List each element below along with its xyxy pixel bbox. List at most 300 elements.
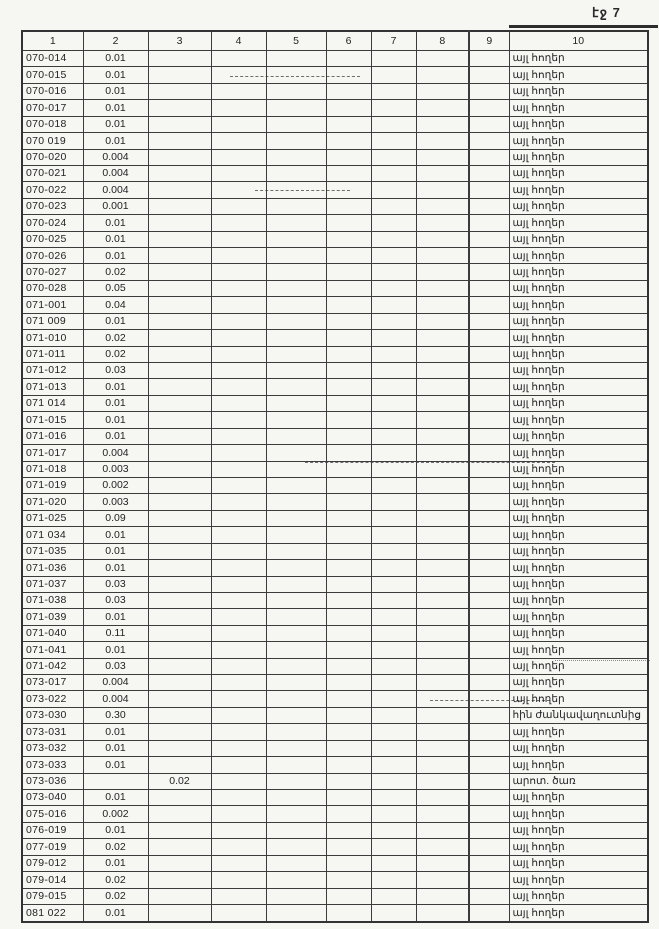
cell-area-value — [266, 609, 326, 625]
cell-area-value: 0.01 — [83, 904, 148, 922]
cell-parcel-code: 070-018 — [22, 116, 83, 132]
cell-area-value — [266, 461, 326, 477]
cell-area-value — [469, 461, 509, 477]
cell-area-value — [326, 51, 371, 67]
cell-area-value — [266, 592, 326, 608]
cell-land-type-label: այլ հողեր — [509, 165, 648, 181]
cell-area-value — [371, 231, 416, 247]
cell-parcel-code: 071-036 — [22, 560, 83, 576]
cell-area-value — [211, 133, 266, 149]
cell-land-type-label: այլ հողեր — [509, 839, 648, 855]
cell-area-value — [416, 773, 469, 789]
cell-land-type-label: այլ հողեր — [509, 346, 648, 362]
table-row — [22, 691, 648, 707]
cell-area-value — [371, 592, 416, 608]
cell-area-value — [148, 297, 211, 313]
cell-area-value — [416, 592, 469, 608]
cell-parcel-code: 071-013 — [22, 379, 83, 395]
cell-area-value — [211, 609, 266, 625]
cell-area-value — [469, 395, 509, 411]
cell-area-value — [266, 395, 326, 411]
cell-area-value — [416, 477, 469, 493]
cell-area-value — [469, 346, 509, 362]
cell-area-value — [469, 658, 509, 674]
cell-area-value — [266, 215, 326, 231]
cell-land-type-label: արոտ. ծառ — [509, 773, 648, 789]
cell-area-value — [148, 231, 211, 247]
cell-area-value — [326, 379, 371, 395]
cell-area-value — [148, 280, 211, 296]
table-row — [22, 773, 648, 789]
column-header: 2 — [83, 31, 148, 51]
cell-area-value — [469, 51, 509, 67]
cell-parcel-code: 071 034 — [22, 527, 83, 543]
cell-area-value — [326, 658, 371, 674]
cell-area-value — [211, 560, 266, 576]
cell-area-value — [326, 494, 371, 510]
cell-area-value — [326, 609, 371, 625]
cell-area-value — [416, 707, 469, 723]
cell-land-type-label: այլ հողեր — [509, 83, 648, 99]
cell-area-value — [266, 658, 326, 674]
cell-land-type-label: այլ հողեր — [509, 67, 648, 83]
cell-area-value — [148, 67, 211, 83]
cell-area-value — [266, 445, 326, 461]
cell-area-value — [266, 182, 326, 198]
cell-parcel-code: 070-015 — [22, 67, 83, 83]
table-row — [22, 625, 648, 641]
cell-area-value — [416, 149, 469, 165]
cell-area-value — [211, 872, 266, 888]
cell-area-value: 0.01 — [83, 51, 148, 67]
cell-area-value — [371, 724, 416, 740]
cell-area-value — [371, 872, 416, 888]
cell-area-value — [326, 248, 371, 264]
cell-area-value — [416, 297, 469, 313]
cell-parcel-code: 075-016 — [22, 806, 83, 822]
cell-area-value — [266, 757, 326, 773]
cell-area-value — [266, 100, 326, 116]
cell-land-type-label: այլ հողեր — [509, 560, 648, 576]
cell-area-value — [266, 330, 326, 346]
cell-area-value — [148, 133, 211, 149]
cell-area-value — [469, 297, 509, 313]
cell-area-value — [469, 445, 509, 461]
cell-area-value — [326, 83, 371, 99]
cell-area-value — [371, 839, 416, 855]
cell-area-value — [266, 789, 326, 805]
cell-area-value — [148, 116, 211, 132]
cell-area-value — [211, 330, 266, 346]
cell-area-value — [266, 740, 326, 756]
cell-area-value — [326, 576, 371, 592]
cell-area-value — [211, 806, 266, 822]
cell-area-value — [371, 412, 416, 428]
cell-area-value: 0.01 — [83, 248, 148, 264]
cell-area-value — [371, 461, 416, 477]
table-row — [22, 888, 648, 904]
cell-area-value — [148, 740, 211, 756]
cell-area-value — [211, 855, 266, 871]
cell-land-type-label: այլ հողեր — [509, 395, 648, 411]
cell-land-type-label: այլ հողեր — [509, 149, 648, 165]
table-row — [22, 658, 648, 674]
cell-area-value: 0.01 — [83, 67, 148, 83]
cell-area-value — [266, 428, 326, 444]
cell-area-value — [469, 888, 509, 904]
table-row — [22, 510, 648, 526]
cell-area-value — [326, 707, 371, 723]
table-row — [22, 543, 648, 559]
cell-parcel-code: 070-022 — [22, 182, 83, 198]
cell-land-type-label: այլ հողեր — [509, 576, 648, 592]
cell-area-value — [469, 379, 509, 395]
cell-parcel-code: 077-019 — [22, 839, 83, 855]
cell-area-value — [148, 363, 211, 379]
cell-area-value — [83, 773, 148, 789]
cell-area-value — [469, 691, 509, 707]
cell-area-value — [326, 412, 371, 428]
cell-area-value — [211, 576, 266, 592]
cell-area-value — [148, 642, 211, 658]
cell-area-value — [416, 379, 469, 395]
cell-area-value — [266, 855, 326, 871]
cell-area-value — [148, 83, 211, 99]
cell-land-type-label: այլ հողեր — [509, 888, 648, 904]
cell-area-value: 0.001 — [83, 198, 148, 214]
cell-area-value — [416, 675, 469, 691]
cell-area-value — [469, 724, 509, 740]
cell-parcel-code: 071-040 — [22, 625, 83, 641]
cell-area-value — [326, 165, 371, 181]
table-row — [22, 740, 648, 756]
cell-area-value — [326, 116, 371, 132]
cell-area-value — [326, 346, 371, 362]
cell-area-value — [326, 904, 371, 922]
cell-area-value — [148, 313, 211, 329]
table-row — [22, 330, 648, 346]
cell-area-value — [469, 83, 509, 99]
table-row — [22, 116, 648, 132]
cell-area-value — [371, 133, 416, 149]
cell-area-value — [266, 675, 326, 691]
cell-area-value — [326, 872, 371, 888]
cell-land-type-label: այլ հողեր — [509, 330, 648, 346]
cell-area-value — [266, 363, 326, 379]
cell-area-value: 0.02 — [83, 330, 148, 346]
cell-land-type-label: այլ հողեր — [509, 789, 648, 805]
cell-area-value — [148, 412, 211, 428]
cell-area-value — [148, 675, 211, 691]
table-row — [22, 592, 648, 608]
cell-area-value — [148, 888, 211, 904]
cell-area-value — [326, 740, 371, 756]
cell-area-value — [326, 855, 371, 871]
cell-area-value: 0.01 — [83, 543, 148, 559]
cell-area-value — [371, 691, 416, 707]
cell-area-value: 0.01 — [83, 116, 148, 132]
cell-area-value — [416, 609, 469, 625]
cell-area-value — [148, 198, 211, 214]
cell-area-value — [148, 182, 211, 198]
cell-area-value — [266, 280, 326, 296]
cell-land-type-label: այլ հողեր — [509, 231, 648, 247]
cell-area-value — [371, 330, 416, 346]
table-row — [22, 198, 648, 214]
cell-land-type-label: այլ հողեր — [509, 363, 648, 379]
cell-area-value — [266, 51, 326, 67]
cell-area-value — [211, 642, 266, 658]
cell-area-value — [266, 346, 326, 362]
cell-area-value — [416, 67, 469, 83]
cell-area-value — [266, 477, 326, 493]
cell-land-type-label: այլ հողեր — [509, 658, 648, 674]
cell-area-value — [326, 215, 371, 231]
cell-area-value — [148, 806, 211, 822]
cell-area-value — [416, 51, 469, 67]
cell-area-value — [416, 625, 469, 641]
cell-area-value — [148, 215, 211, 231]
cell-area-value — [211, 165, 266, 181]
cell-area-value — [469, 477, 509, 493]
cell-area-value: 0.05 — [83, 280, 148, 296]
cell-parcel-code: 071-018 — [22, 461, 83, 477]
cell-land-type-label: այլ հողեր — [509, 543, 648, 559]
cell-area-value — [469, 116, 509, 132]
cell-area-value: 0.01 — [83, 560, 148, 576]
cell-area-value — [371, 855, 416, 871]
cell-parcel-code: 070-020 — [22, 149, 83, 165]
table-row — [22, 280, 648, 296]
table-row — [22, 395, 648, 411]
table-row — [22, 51, 648, 67]
cell-area-value: 0.01 — [83, 215, 148, 231]
cell-area-value — [469, 510, 509, 526]
cell-area-value — [371, 445, 416, 461]
cell-area-value — [469, 806, 509, 822]
table-body — [22, 51, 648, 923]
cell-area-value — [266, 67, 326, 83]
cell-parcel-code: 071-041 — [22, 642, 83, 658]
cell-area-value — [416, 313, 469, 329]
table-row — [22, 248, 648, 264]
cell-area-value — [266, 888, 326, 904]
cell-parcel-code: 070-021 — [22, 165, 83, 181]
cell-area-value — [469, 675, 509, 691]
cell-area-value — [416, 757, 469, 773]
cell-area-value: 0.003 — [83, 461, 148, 477]
table-row — [22, 133, 648, 149]
cell-area-value — [469, 165, 509, 181]
cell-area-value: 0.004 — [83, 675, 148, 691]
cell-area-value — [416, 822, 469, 838]
cell-area-value — [416, 231, 469, 247]
cell-area-value — [371, 313, 416, 329]
cell-area-value — [371, 83, 416, 99]
cell-parcel-code: 070-023 — [22, 198, 83, 214]
cell-parcel-code: 071-039 — [22, 609, 83, 625]
cell-area-value — [211, 445, 266, 461]
cell-land-type-label: այլ հողեր — [509, 51, 648, 67]
cell-area-value — [326, 461, 371, 477]
cell-parcel-code: 070-014 — [22, 51, 83, 67]
cell-area-value — [266, 165, 326, 181]
cell-area-value — [326, 510, 371, 526]
cell-area-value — [148, 149, 211, 165]
cell-land-type-label: հին ժանկավաղուտնից — [509, 707, 648, 723]
cell-area-value — [211, 707, 266, 723]
cell-area-value — [211, 412, 266, 428]
table-header-row — [22, 31, 648, 51]
cell-parcel-code: 071-020 — [22, 494, 83, 510]
cell-area-value — [326, 642, 371, 658]
cell-area-value: 0.02 — [83, 264, 148, 280]
cell-area-value — [469, 773, 509, 789]
cell-area-value — [371, 740, 416, 756]
cell-area-value — [416, 363, 469, 379]
cell-area-value: 0.01 — [83, 313, 148, 329]
cell-area-value: 0.01 — [83, 855, 148, 871]
cell-area-value — [416, 658, 469, 674]
column-header: 6 — [326, 31, 371, 51]
cell-land-type-label: այլ հողեր — [509, 494, 648, 510]
cell-area-value — [469, 280, 509, 296]
table-row — [22, 100, 648, 116]
cell-area-value — [326, 231, 371, 247]
cell-area-value — [469, 757, 509, 773]
cell-area-value — [266, 724, 326, 740]
cell-area-value — [416, 691, 469, 707]
cell-land-type-label: այլ հողեր — [509, 625, 648, 641]
cell-area-value — [148, 609, 211, 625]
cell-area-value — [148, 789, 211, 805]
cell-area-value — [371, 560, 416, 576]
cell-parcel-code: 073-036 — [22, 773, 83, 789]
cell-area-value — [371, 165, 416, 181]
cell-area-value — [266, 133, 326, 149]
cell-area-value — [211, 773, 266, 789]
cell-parcel-code: 071-038 — [22, 592, 83, 608]
cell-area-value: 0.01 — [83, 757, 148, 773]
cell-parcel-code: 079-012 — [22, 855, 83, 871]
cell-area-value — [416, 724, 469, 740]
cell-area-value — [211, 888, 266, 904]
cell-land-type-label: այլ հողեր — [509, 822, 648, 838]
table-row — [22, 83, 648, 99]
cell-parcel-code: 071-016 — [22, 428, 83, 444]
cell-area-value — [266, 543, 326, 559]
cell-area-value — [416, 642, 469, 658]
cell-land-type-label: այլ հողեր — [509, 642, 648, 658]
cell-area-value — [469, 872, 509, 888]
table-row — [22, 855, 648, 871]
cell-area-value — [148, 51, 211, 67]
cell-area-value — [326, 395, 371, 411]
cell-parcel-code: 079-015 — [22, 888, 83, 904]
cell-area-value — [371, 51, 416, 67]
cell-area-value — [416, 280, 469, 296]
cell-area-value — [266, 576, 326, 592]
cell-area-value — [469, 592, 509, 608]
cell-area-value — [371, 149, 416, 165]
cell-area-value — [371, 363, 416, 379]
cell-area-value: 0.03 — [83, 592, 148, 608]
cell-area-value — [211, 363, 266, 379]
cell-area-value: 0.01 — [83, 100, 148, 116]
table-row — [22, 789, 648, 805]
cell-area-value — [469, 412, 509, 428]
cell-area-value — [469, 576, 509, 592]
cell-area-value — [416, 264, 469, 280]
cell-parcel-code: 071-017 — [22, 445, 83, 461]
cell-area-value — [469, 67, 509, 83]
cell-area-value — [148, 724, 211, 740]
table-row — [22, 412, 648, 428]
cell-area-value: 0.01 — [83, 822, 148, 838]
cell-area-value — [416, 412, 469, 428]
table-row — [22, 707, 648, 723]
cell-land-type-label: այլ հողեր — [509, 740, 648, 756]
table-row — [22, 428, 648, 444]
cell-area-value — [266, 904, 326, 922]
column-header: 5 — [266, 31, 326, 51]
cell-area-value — [416, 215, 469, 231]
cell-area-value — [211, 280, 266, 296]
table-row — [22, 822, 648, 838]
cell-area-value: 0.01 — [83, 428, 148, 444]
cell-land-type-label: այլ հողեր — [509, 675, 648, 691]
cell-parcel-code: 071-001 — [22, 297, 83, 313]
cell-area-value — [148, 658, 211, 674]
cell-area-value — [211, 149, 266, 165]
cell-parcel-code: 076-019 — [22, 822, 83, 838]
cell-area-value — [416, 83, 469, 99]
cell-parcel-code: 071 009 — [22, 313, 83, 329]
cell-land-type-label: այլ հողեր — [509, 182, 648, 198]
cell-area-value — [266, 198, 326, 214]
cell-area-value — [326, 297, 371, 313]
cell-area-value — [416, 395, 469, 411]
cell-area-value — [266, 560, 326, 576]
cell-area-value — [211, 675, 266, 691]
cell-area-value — [416, 100, 469, 116]
cell-parcel-code: 070-027 — [22, 264, 83, 280]
cell-area-value — [211, 67, 266, 83]
cell-area-value: 0.01 — [83, 133, 148, 149]
cell-area-value — [148, 576, 211, 592]
cell-area-value — [211, 724, 266, 740]
table-row — [22, 576, 648, 592]
cell-area-value — [148, 379, 211, 395]
cell-parcel-code: 070-024 — [22, 215, 83, 231]
column-header: 3 — [148, 31, 211, 51]
cell-area-value — [211, 100, 266, 116]
cell-area-value — [326, 280, 371, 296]
cell-area-value — [371, 116, 416, 132]
cell-parcel-code: 073-017 — [22, 675, 83, 691]
cell-area-value — [371, 297, 416, 313]
cell-area-value: 0.02 — [83, 872, 148, 888]
cell-land-type-label: այլ հողեր — [509, 872, 648, 888]
cell-area-value — [371, 773, 416, 789]
cell-area-value: 0.01 — [83, 642, 148, 658]
table-row — [22, 904, 648, 922]
cell-area-value: 0.002 — [83, 806, 148, 822]
cell-area-value — [416, 872, 469, 888]
cell-area-value — [148, 691, 211, 707]
cell-land-type-label: այլ հողեր — [509, 806, 648, 822]
cell-parcel-code: 071-019 — [22, 477, 83, 493]
